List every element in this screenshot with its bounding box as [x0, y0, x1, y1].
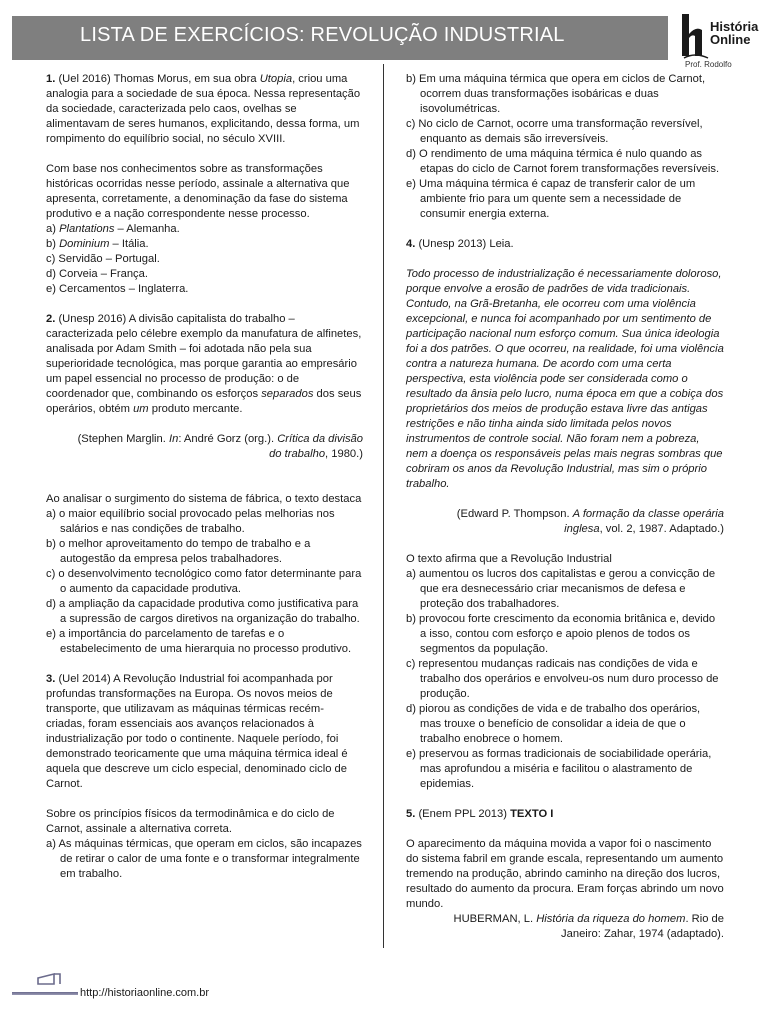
q3-prompt: Sobre os princípios físicos da termodinâmica e do ciclo de Carnot, assinale a alternativa correta.	[46, 808, 335, 835]
q4-prompt: O texto afirma que a Revolução Industrial	[406, 553, 612, 565]
q3-text: (Uel 2014) A Revolução Industrial foi acompanhada por profundas transformações na Europa. Os novos meios de transporte, que utilizavam as máquinas térmicas recém-criadas, foram essenciais aos avanços relacionados à industrialização por todo o continente. Naquele período, foi demonstrado teoricamente que uma máquina térmica ideal é aquela que descreve um ciclo especial, denominado ciclo de Carnot.	[46, 673, 348, 790]
logo-text-historia: História	[710, 19, 759, 34]
q2-number: 2.	[46, 313, 56, 325]
logo-text-online: Online	[710, 32, 751, 47]
footer-rule	[12, 992, 78, 995]
q4-cite-work1: A formação da classe operária	[572, 508, 724, 520]
q1-b-letter: b)	[46, 238, 60, 250]
q1-b-term: Dominium	[59, 238, 110, 250]
q2-um: um	[133, 403, 149, 415]
q1-option-e: e) Cercamentos – Inglaterra.	[46, 283, 189, 295]
q4-option-a: a) aumentou os lucros dos capitalistas e gerou a convicção de que era desnecessário criar mecanismos de defesa e proteção dos trabalhadores.	[406, 568, 716, 610]
q2-prompt: Ao analisar o surgimento do sistema de fábrica, o texto destaca	[46, 493, 362, 505]
q1-text-b: , criou uma analogia para a sociedade de sua época. Nessa representação da sociedade, caracterizada pelo caos, ovelhas se alimentavam de seres humanos, explicitando, dessa forma, um rompimento do equilíbrio social, no século XVIII.	[46, 73, 361, 145]
q1-option-b	[46, 237, 363, 252]
left-column	[46, 72, 363, 882]
q2-option-a: a) o maior equilíbrio social provocado pelas melhorias nos salários e nas condições de trabalho.	[46, 508, 335, 535]
q3-number: 3.	[46, 673, 56, 685]
q3-option-d: d) O rendimento de uma máquina térmica é nulo quando as etapas do ciclo de Carnot forem transformações reversíveis.	[406, 148, 720, 175]
footer-url-link[interactable]: http://historiaonline.com.br	[80, 987, 210, 999]
q5-text: O aparecimento da máquina movida a vapor foi o nascimento do sistema fabril em grande escala, representando um aumento tremendo na produção, abrindo caminho na direção dos lucros, resultado do aumento da procura. Eram forças abrindo um novo mundo.	[406, 838, 724, 910]
q2-separados: separados	[261, 388, 314, 400]
q1-statement	[46, 72, 363, 147]
q1-option-c: c) Servidão – Portugal.	[46, 253, 160, 265]
q3-option-a: a) As máquinas térmicas, que operam em ciclos, são incapazes de retirar o calor de uma fonte e o transformar integralmente em trabalho.	[46, 838, 362, 880]
column-divider	[383, 64, 384, 948]
q4-quote: Todo processo de industrialização é necessariamente doloroso, porque envolve a erosão de padrões de vida tradicionais. Contudo, na Grã-Bretanha, ele ocorreu com uma violência excepcional, e nunca foi acompanhado por um sentimento de participação nacional num esforço comum. Sua única ideologia foi a dos patrões. O que ocorreu, na realidade, foi uma violência contra a natureza humana. De acordo com uma certa perspectiva, esta violência pode ser considerada como o resultado da ânsia pelo lucro, numa época em que a cobiça dos proprietários dos meios de produção estava livre das antigas restrições e não tinha ainda sido limitada pelos novos instrumentos de controle social. Não foram nem a pobreza, nem a doença os responsáveis pelas mais negras sombras que cobriram os anos da Revolução Industrial, mas sim o próprio trabalho.	[406, 268, 724, 490]
q1-text-a: (Uel 2016) Thomas Morus, em sua obra	[55, 73, 260, 85]
q5-citation-line1	[406, 912, 724, 927]
q2-citation-line1	[46, 432, 363, 447]
q4-cite-a: (Edward P. Thompson.	[456, 508, 573, 520]
q1-a-text: – Alemanha.	[114, 223, 180, 235]
q4-cite-b: , vol. 2, 1987. Adaptado.)	[599, 523, 724, 535]
q3-option-b: b) Em uma máquina térmica que opera em ciclos de Carnot, ocorrem duas transformações isobáricas e duas isovolumétricas.	[406, 73, 706, 115]
q2-cite-in: In	[168, 433, 179, 445]
q2-option-c: c) o desenvolvimento tecnológico como fator determinante para o aumento da capacidade produtiva.	[46, 568, 362, 595]
q1-a-term: Plantations	[59, 223, 115, 235]
q2-option-d: d) a ampliação da capacidade produtiva como justificativa para a supressão de cargos diretivos na organização do trabalho.	[46, 598, 360, 625]
q4-intro	[406, 237, 724, 252]
q1-a-letter: a)	[46, 223, 60, 235]
q2-cite-work1: Crítica da divisão	[277, 433, 363, 445]
q5-cite-a: HUBERMAN, L.	[453, 913, 537, 925]
q4-citation-line1	[406, 507, 724, 522]
q1-b-text: – Itália.	[109, 238, 149, 250]
q2-text-c: produto mercante.	[148, 403, 243, 415]
q1-option-d: d) Corveia – França.	[46, 268, 148, 280]
q2-option-e: e) a importância do parcelamento de tarefas e o estabelecimento de uma hierarquia no processo produtivo.	[46, 628, 352, 655]
q2-cite-work2: do trabalho	[269, 448, 326, 460]
q1-number: 1.	[46, 73, 56, 85]
q4-option-e: e) preservou as formas tradicionais de sociabilidade operária, mas aprofundou a miséria e facilitou o alastramento de epidemias.	[406, 748, 712, 790]
q2-option-b: b) o melhor aproveitamento do tempo de trabalho e a autogestão da empresa pelos trabalhadores.	[46, 538, 311, 565]
q4-option-d: d) piorou as condições de vida e de trabalho dos operários, mas trouxe o benefício de consolidar a ideia de que o trabalho enobrece o homem.	[406, 703, 701, 745]
q1-work: Utopia	[259, 73, 293, 85]
q2-cite-a: (Stephen Marglin.	[77, 433, 169, 445]
q5-intro	[406, 807, 724, 822]
q2-cite-b: : André Gorz (org.).	[178, 433, 278, 445]
q2-text-a: (Unesp 2016) A divisão capitalista do trabalho – caracterizada pelo célebre exemplo da manufatura de alfinetes, analisada por Adam Smith – foi adotada não pela sua superioridade tecnológica, mas porque garantia ao empresário um papel essencial no processo de produção: o de coordenador que, combinando os esforços	[46, 313, 362, 400]
author-label: Prof. Rodolfo	[685, 60, 732, 69]
q4-number: 4.	[406, 238, 416, 250]
q4-option-b: b) provocou forte crescimento da economia britânica e, devido a isso, contou com esforço e apoio plenos de todos os segmentos da população.	[406, 613, 716, 655]
q5-label: TEXTO I	[510, 808, 554, 820]
q2-statement	[46, 312, 363, 417]
q1-prompt: Com base nos conhecimentos sobre as transformações históricas ocorridas nesse período, assinale a alternativa que apresenta, corretamente, a denominação da fase do sistema produtivo e a nação correspondente nesse processo.	[46, 163, 350, 220]
q3-option-c: c) No ciclo de Carnot, ocorre uma transformação reversível, enquanto as demais são irreversíveis.	[406, 118, 703, 145]
logo-h-icon	[680, 12, 710, 60]
q2-cite-c: , 1980.)	[325, 448, 363, 460]
q3-option-e: e) Uma máquina térmica é capaz de transferir calor de um ambiente frio para um quente sem a necessidade de consumir energia externa.	[406, 178, 696, 220]
q2-citation-line2	[46, 447, 363, 462]
q5-intro-text: (Enem PPL 2013)	[415, 808, 511, 820]
q5-cite-b: . Rio de	[685, 913, 724, 925]
page-title: LISTA DE EXERCÍCIOS: REVOLUÇÃO INDUSTRIAL	[80, 24, 565, 46]
q4-cite-work2: inglesa	[564, 523, 600, 535]
q1-option-a	[46, 222, 363, 237]
q4-citation-line2	[406, 522, 724, 537]
q4-option-c: c) representou mudanças radicais nas condições de vida e trabalho dos operários e envolveu-os num duro processo de produção.	[406, 658, 719, 700]
right-column	[406, 72, 724, 942]
q5-cite-work: História da riqueza do homem	[536, 913, 686, 925]
footer-logo-icon	[36, 970, 64, 988]
q4-intro-text: (Unesp 2013) Leia.	[415, 238, 514, 250]
q5-number: 5.	[406, 808, 416, 820]
q5-citation-line2: Janeiro: Zahar, 1974 (adaptado).	[561, 928, 724, 940]
q2-text-b: dos seus operários, obtém	[46, 388, 362, 415]
q3-statement	[46, 672, 363, 792]
